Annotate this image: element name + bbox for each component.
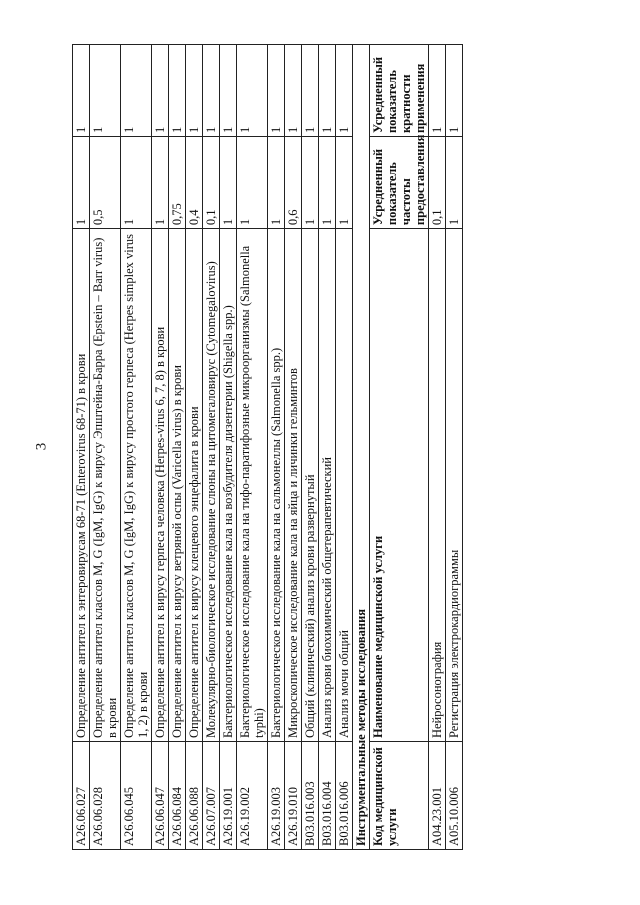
table-row [203, 45, 220, 850]
header-name: Наименование медицинской услуги [370, 229, 429, 742]
table-row [152, 45, 169, 850]
cell-code: A26.06.045 [121, 742, 152, 850]
header-code: Код медицинской услуги [370, 742, 429, 850]
table-row [319, 45, 336, 850]
cell-mult: 1 [169, 45, 186, 137]
cell-code: A26.19.010 [285, 742, 302, 850]
cell-mult: 1 [302, 45, 319, 137]
table-row [336, 45, 353, 850]
cell-code: B03.016.003 [302, 742, 319, 850]
cell-freq: 1 [121, 137, 152, 229]
lab-services-body [73, 45, 353, 850]
cell-code: A26.06.028 [90, 742, 121, 850]
cell-name: Определение антител к вирусу герпеса человека (Herpes-virus 6, 7, 8) в крови [152, 229, 169, 742]
cell-name: Определение антител классов M, G (IgM, IgG) к вирусу Эпштейна-Барра (Epstein – Barr virus) в крови [90, 229, 121, 742]
cell-mult: 1 [319, 45, 336, 137]
cell-mult: 1 [237, 45, 268, 137]
cell-freq: 1 [336, 137, 353, 229]
cell-freq: 1 [152, 137, 169, 229]
cell-code: A26.06.027 [73, 742, 90, 850]
cell-mult: 1 [336, 45, 353, 137]
table-row [237, 45, 268, 850]
rotated-page [72, 44, 552, 850]
cell-freq: 0,4 [186, 137, 203, 229]
cell-mult: 1 [285, 45, 302, 137]
cell-mult: 1 [203, 45, 220, 137]
cell-code: A26.06.084 [169, 742, 186, 850]
cell-mult: 1 [73, 45, 90, 137]
cell-freq: 0,75 [169, 137, 186, 229]
table-row [186, 45, 203, 850]
cell-name: Общий (клинический) анализ крови развернутый [302, 229, 319, 742]
cell-name: Микроскопическое исследование кала на яйца и личинки гельминтов [285, 229, 302, 742]
cell-mult: 1 [121, 45, 152, 137]
cell-code: A26.19.003 [268, 742, 285, 850]
instrumental-services-body [429, 45, 463, 850]
table-row [220, 45, 237, 850]
cell-code: A05.10.006 [446, 742, 463, 850]
section-title-row [353, 45, 370, 850]
cell-name: Бактериологическое исследование кала на сальмонеллы (Salmonella spp.) [268, 229, 285, 742]
cell-code: A26.06.088 [186, 742, 203, 850]
cell-code: A26.19.002 [237, 742, 268, 850]
table-row [169, 45, 186, 850]
cell-freq: 1 [220, 137, 237, 229]
cell-freq: 0,1 [203, 137, 220, 229]
cell-mult: 1 [446, 45, 463, 137]
table-row [73, 45, 90, 850]
cell-name: Определение антител классов M, G (IgM, IgG) к вирусу простого герпеса (Herpes simplex virus 1, 2) в крови [121, 229, 152, 742]
cell-code: A26.06.047 [152, 742, 169, 850]
cell-name: Анализ крови биохимический общетерапевтический [319, 229, 336, 742]
cell-mult: 1 [429, 45, 446, 137]
table-row [268, 45, 285, 850]
cell-name: Молекулярно-биологическое исследование слюны на цитомегаловирус (Cytomegalovirus) [203, 229, 220, 742]
cell-mult: 1 [152, 45, 169, 137]
header-freq: Усредненный показатель частоты предоставления [370, 137, 429, 229]
cell-freq: 0,6 [285, 137, 302, 229]
cell-code: B03.016.006 [336, 742, 353, 850]
cell-freq: 0,5 [90, 137, 121, 229]
cell-mult: 1 [220, 45, 237, 137]
cell-code: A04.23.001 [429, 742, 446, 850]
services-table [72, 44, 463, 850]
cell-name: Анализ мочи общий [336, 229, 353, 742]
cell-freq: 1 [237, 137, 268, 229]
cell-code: A26.07.007 [203, 742, 220, 850]
table-row [121, 45, 152, 850]
section-title: Инструментальные методы исследования [353, 45, 370, 850]
cell-freq: 1 [319, 137, 336, 229]
header-mult: Усредненный показатель кратности применения [370, 45, 429, 137]
instrumental-section [353, 45, 429, 850]
cell-mult: 1 [90, 45, 121, 137]
table-header-row [370, 45, 429, 850]
cell-freq: 1 [446, 137, 463, 229]
cell-mult: 1 [186, 45, 203, 137]
table-row [429, 45, 446, 850]
cell-name: Нейросонография [429, 229, 446, 742]
cell-name: Определение антител к вирусу клещевого энцефалита в крови [186, 229, 203, 742]
cell-mult: 1 [268, 45, 285, 137]
cell-freq: 1 [268, 137, 285, 229]
cell-name: Бактериологическое исследование кала на тифо-паратифозные микроорганизмы (Salmonella typhi) [237, 229, 268, 742]
table-row [90, 45, 121, 850]
table-row [285, 45, 302, 850]
table-row [302, 45, 319, 850]
table-row [446, 45, 463, 850]
cell-name: Определение антител к энтеровирусам 68-71 (Enterovirus 68-71) в крови [73, 229, 90, 742]
cell-code: B03.016.004 [319, 742, 336, 850]
cell-name: Бактериологическое исследование кала на возбудителя дизентерии (Shigella spp.) [220, 229, 237, 742]
cell-name: Определение антител к вирусу ветряной оспы (Varicella virus) в крови [169, 229, 186, 742]
page-number: 3 [33, 442, 50, 451]
cell-code: A26.19.001 [220, 742, 237, 850]
cell-name: Регистрация электрокардиограммы [446, 229, 463, 742]
cell-freq: 1 [302, 137, 319, 229]
cell-freq: 0,1 [429, 137, 446, 229]
cell-freq: 1 [73, 137, 90, 229]
